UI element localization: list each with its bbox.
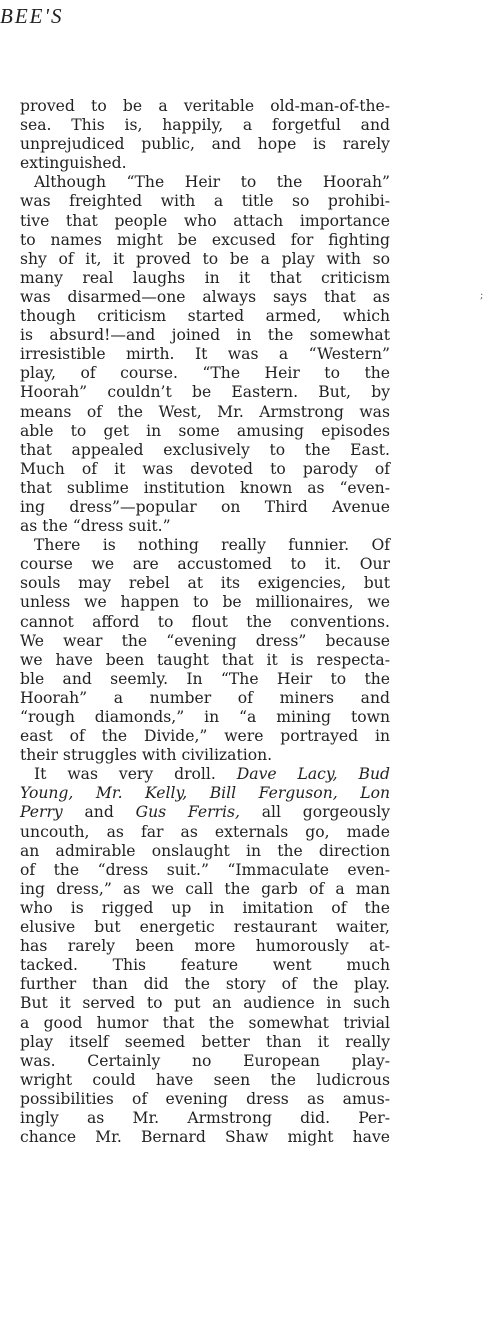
text-line: we have been taught that it is respecta- [20, 650, 390, 669]
text-line: though criticism started armed, which [20, 307, 390, 326]
text-line: Much of it was devoted to parody of [20, 459, 390, 478]
text-line: further than did the story of the play. [20, 975, 390, 994]
text-line: It was very droll. Dave Lacy, Bud [34, 765, 390, 784]
text-line: as the “dress suit.” [20, 517, 171, 536]
text-line: ing dress”—popular on Third Avenue [20, 497, 390, 516]
text-line: has rarely been more humorously at- [20, 937, 390, 956]
text-line: cannot afford to flout the conventions. [20, 612, 390, 631]
text-line: an admirable onslaught in the direction [20, 841, 390, 860]
text-line: Young, Mr. Kelly, Bill Ferguson, Lon [20, 784, 390, 803]
text-line: means of the West, Mr. Armstrong was [20, 402, 390, 421]
text-line: to names might be excused for fighting [20, 230, 390, 249]
text-line: There is nothing really funnier. Of [34, 536, 390, 555]
margin-mark: ; [480, 290, 484, 301]
text-line: Hoorah” a number of miners and [20, 688, 390, 707]
text-line: possibilities of evening dress as amus- [20, 1089, 390, 1108]
text-line: wright could have seen the ludicrous [20, 1070, 390, 1089]
text-line: is absurd!—and joined in the somewhat [20, 326, 390, 345]
text-line: But it served to put an audience in such [20, 994, 390, 1013]
text-line: chance Mr. Bernard Shaw might have [20, 1128, 390, 1147]
text-line: unless we happen to be millionaires, we [20, 593, 390, 612]
text-line: their struggles with civilization. [20, 746, 273, 765]
text-line: course we are accustomed to it. Our [20, 555, 390, 574]
text-line: was disarmed—one always says that as [20, 287, 390, 306]
text-line: ble and seemly. In “The Heir to the [20, 669, 390, 688]
text-line: Hoorah” couldn’t be Eastern. But, by [20, 383, 390, 402]
text-line: was. Certainly no European play- [20, 1051, 390, 1070]
text-line: that sublime institution known as “even- [20, 478, 390, 497]
text-line: east of the Divide,” were portrayed in [20, 727, 390, 746]
text-line: that appealed exclusively to the East. [20, 440, 390, 459]
text-line: irresistible mirth. It was a “Western” [20, 345, 390, 364]
text-line: of the “dress suit.” “Immaculate even- [20, 860, 390, 879]
text-line: Perry and Gus Ferris, all gorgeously [20, 803, 391, 822]
text-line: extinguished. [20, 154, 127, 173]
text-line: sea. This is, happily, a forgetful and [20, 116, 390, 135]
text-line: a good humor that the somewhat trivial [20, 1013, 390, 1032]
text-line: elusive but energetic restaurant waiter, [20, 918, 390, 937]
text-line: proved to be a veritable old-man-of-the- [20, 97, 390, 115]
text-line: souls may rebel at its exigencies, but [20, 574, 390, 593]
text-line: We wear the “evening dress” because [20, 631, 390, 650]
text-line: shy of it, it proved to be a play with so [20, 249, 390, 268]
running-head: BEE'S [0, 4, 64, 28]
text-line: able to get in some amusing episodes [20, 421, 390, 440]
text-line: “rough diamonds,” in “a mining town [20, 708, 390, 726]
text-line: tive that people who attach importance [20, 211, 390, 230]
text-line: play, of course. “The Heir to the [20, 364, 390, 383]
article-column [20, 97, 390, 1147]
text-line: was freighted with a title so prohibi- [20, 192, 390, 211]
text-line: ing dress,” as we call the garb of a man [20, 879, 390, 898]
text-line: ingly as Mr. Armstrong did. Per- [20, 1108, 390, 1127]
text-line: play itself seemed better than it really [20, 1032, 390, 1051]
text-line: uncouth, as far as externals go, made [20, 822, 390, 841]
text-line: Although “The Heir to the Hoorah” [34, 173, 390, 192]
text-line: many real laughs in it that criticism [20, 268, 390, 287]
text-line: tacked. This feature went much [20, 956, 390, 975]
text-line: who is rigged up in imitation of the [20, 898, 390, 917]
text-line: unprejudiced public, and hope is rarely [20, 135, 390, 154]
